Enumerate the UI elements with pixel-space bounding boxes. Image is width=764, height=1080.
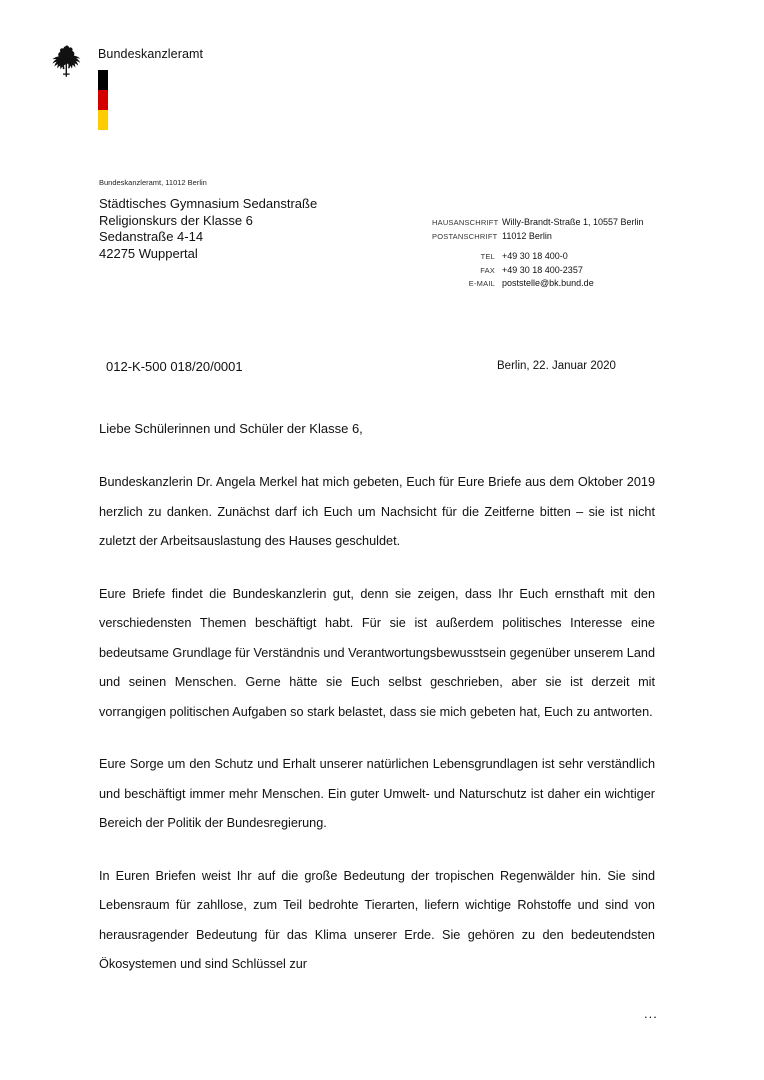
federal-eagle-icon <box>46 42 86 82</box>
recipient-line: Städtisches Gymnasium Sedanstraße <box>99 196 318 211</box>
contact-row-email <box>432 278 682 289</box>
contact-label: FAX <box>480 265 495 275</box>
body-paragraph: Eure Briefe findet die Bundeskanzlerin gut, denn sie zeigen, dass Ihr Euch ernsthaft mit den verschiedensten Themen beschäftigt habt. Für sie ist außerdem politisches Interesse eine bedeutsame Grundlage für Verständnis und Verantwortungsbewusstsein gegenüber unserem Land und seinen Menschen. Gerne hätte sie Euch selbst geschrieben, aber sie ist derzeit mit vorrangigen politischen Aufgaben so stark belastet, dass sie mich gebeten hat, Euch zu antworten. <box>99 586 655 719</box>
contact-row-fax <box>432 265 682 276</box>
flag-stripe-gold <box>98 110 108 130</box>
continuation-marker: ... <box>644 1006 658 1021</box>
recipient-line: 42275 Wuppertal <box>99 245 198 261</box>
contact-row-hausanschrift <box>432 217 682 228</box>
contact-label: POSTANSCHRIFT <box>432 231 498 241</box>
recipient-line: Religionskurs der Klasse 6 <box>99 212 253 228</box>
german-flag-bar <box>98 70 108 130</box>
recipient-address <box>99 196 317 262</box>
contact-spacer <box>432 244 682 251</box>
contact-label: HAUSANSCHRIFT <box>432 218 499 227</box>
flag-stripe-black <box>98 70 108 90</box>
contact-value: +49 30 18 400-0 <box>502 251 568 261</box>
body-paragraph: Bundeskanzlerin Dr. Angela Merkel hat mich gebeten, Euch für Eure Briefe aus dem Oktober 2019 herzlich zu danken. Zunächst darf ich Euch um Nachsicht für die Zeitferne bitten – sie ist nicht zuletzt der Arbeitsauslastung des Hauses geschuldet. <box>99 475 655 548</box>
body-paragraph: Eure Sorge um den Schutz und Erhalt unserer natürlichen Lebensgrundlagen ist sehr verständlich und beschäftigt immer mehr Menschen. Ein guter Umwelt- und Naturschutz ist daher ein wichtiger Bereich der Politik der Bundesregierung. <box>99 757 655 830</box>
letterhead <box>46 38 376 138</box>
contact-row-postanschrift <box>432 231 682 242</box>
organization-name: Bundeskanzleramt <box>98 47 204 61</box>
contact-label: TEL <box>480 252 495 261</box>
contact-block <box>432 217 682 292</box>
contact-value: 11012 Berlin <box>502 230 552 241</box>
return-address-line: Bundeskanzleramt, 11012 Berlin <box>99 178 207 187</box>
place-and-date: Berlin, 22. Januar 2020 <box>497 360 616 372</box>
contact-value: +49 30 18 400-2357 <box>502 264 583 275</box>
contact-label: E-MAIL <box>468 279 495 288</box>
contact-row-tel <box>432 251 682 262</box>
flag-stripe-red <box>98 90 108 110</box>
letter-body <box>99 468 655 980</box>
recipient-line: Sedanstraße 4-14 <box>99 229 204 244</box>
contact-value: Willy-Brandt-Straße 1, 10557 Berlin <box>502 217 644 227</box>
contact-value-email[interactable]: poststelle@bk.bund.de <box>502 278 594 288</box>
salutation: Liebe Schülerinnen und Schüler der Klasse 6, <box>99 421 363 436</box>
body-paragraph: In Euren Briefen weist Ihr auf die große Bedeutung der tropischen Regenwälder hin. Sie sind Lebensraum für zahllose, zum Teil bedrohte Tierarten, liefern wichtige Rohstoffe und sind von herausragender Bedeutung für das Klima unserer Erde. Sie gehören zu den bedeutendsten Ökosystemen und sind Schlüssel zur <box>99 868 655 971</box>
reference-number: 012-K-500 018/20/0001 <box>106 359 243 374</box>
